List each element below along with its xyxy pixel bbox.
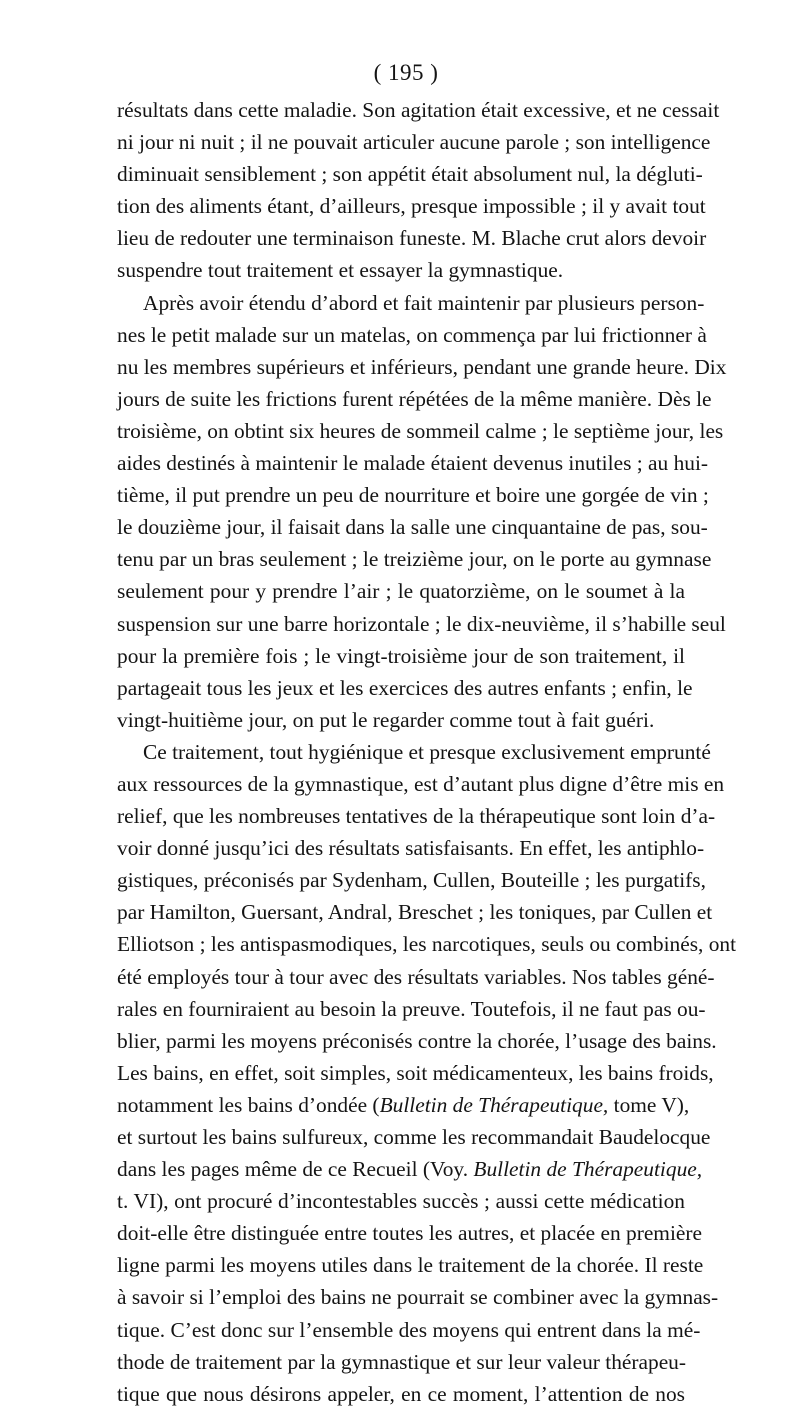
text-line: nes le petit malade sur un matelas, on commença par lui frictionner à: [117, 322, 707, 347]
text-line: Les bains, en effet, soit simples, soit médicamenteux, les bains froids,: [117, 1060, 714, 1085]
text-line: tique que nous désirons appeler, en ce moment, l’attention de nos: [117, 1381, 685, 1406]
text-fragment: tome V),: [608, 1092, 690, 1117]
journal-title-italic: Bulletin de Thérapeutique,: [379, 1092, 609, 1117]
text-line: Après avoir étendu d’abord et fait maintenir par plusieurs person-: [143, 290, 705, 315]
text-line: tique. C’est donc sur l’ensemble des moyens qui entrent dans la mé-: [117, 1317, 701, 1342]
text-line: nu les membres supérieurs et inférieurs, pendant une grande heure. Dix: [117, 354, 727, 379]
text-line: tième, il put prendre un peu de nourriture et boire une gorgée de vin ;: [117, 483, 709, 508]
text-line: le douzième jour, il faisait dans la salle une cinquantaine de pas, sou-: [117, 515, 708, 540]
text-fragment: et surtout les bains sulfureux, comme les recommandait Baudelocque: [117, 1125, 711, 1149]
text-line: à savoir si l’emploi des bains ne pourrait se combiner avec la gymnas-: [117, 1285, 719, 1310]
text-line: gistiques, préconisés par Sydenham, Cullen, Bouteille ; les purgatifs,: [117, 868, 706, 893]
text-fragment: dans les pages même de ce Recueil (Voy.: [117, 1157, 474, 1182]
text-line: été employés tour à tour avec des résultats variables. Nos tables géné-: [117, 964, 715, 989]
text-line: tion des aliments étant, d’ailleurs, presque impossible ; il y avait tout: [117, 194, 706, 219]
text-line: Ce traitement, tout hygiénique et presque exclusivement emprunté: [143, 739, 711, 764]
text-line: diminuait sensiblement ; son appétit était absolument nul, la dégluti-: [117, 162, 703, 187]
text-line: ni jour ni nuit ; il ne pouvait articuler aucune parole ; son intelligence: [117, 130, 711, 155]
text-line: seulement pour y prendre l’air ; le quatorzième, on le soumet à la: [117, 579, 685, 604]
text-line: partageait tous les jeux et les exercices des autres enfants ; enfin, le: [117, 675, 693, 700]
text-line: [117, 1089, 690, 1121]
text-line: voir donné jusqu’ici des résultats satisfaisants. En effet, les antiphlo-: [117, 836, 705, 861]
journal-title-italic: Bulletin de Thérapeutique,: [473, 1157, 703, 1182]
text-line: blier, parmi les moyens préconisés contre la chorée, l’usage des bains.: [117, 1028, 717, 1053]
text-line: par Hamilton, Guersant, Andral, Breschet ; les toniques, par Cullen et: [117, 900, 713, 925]
text-line: ligne parmi les moyens utiles dans le traitement de la chorée. Il reste: [117, 1253, 704, 1278]
text-fragment: notamment les bains d’ondée (: [117, 1092, 380, 1117]
text-line: résultats dans cette maladie. Son agitation était excessive, et ne cessait: [117, 98, 720, 122]
text-line: t. VI), ont procuré d’incontestables succès ; aussi cette médication: [117, 1189, 685, 1214]
text-line: rales en fourniraient au besoin la preuve. Toutefois, il ne faut pas ou-: [117, 996, 706, 1021]
text-line: aides destinés à maintenir le malade étaient devenus inutiles ; au hui-: [117, 451, 709, 476]
book-page: [117, 56, 737, 1410]
text-line: lieu de redouter une terminaison funeste. M. Blache crut alors devoir: [117, 226, 707, 251]
text-line: aux ressources de la gymnastique, est d’autant plus digne d’être mis en: [117, 771, 725, 796]
text-line: suspension sur une barre horizontale ; le dix-neuvième, il s’habille seul: [117, 611, 726, 636]
paragraph-2: [117, 287, 727, 736]
paragraph-1: [117, 94, 720, 287]
text-line: jours de suite les frictions furent répétées de la même manière. Dès le: [117, 386, 712, 411]
text-line: pour la première fois ; le vingt-troisième jour de son traitement, il: [117, 643, 685, 668]
text-line: suspendre tout traitement et essayer la gymnastique.: [117, 258, 564, 283]
text-line: vingt-huitième jour, on put le regarder comme tout à fait guéri.: [117, 707, 655, 732]
text-line: tenu par un bras seulement ; le treizième jour, on le porte au gymnase: [117, 547, 712, 572]
page-number: ( 195 ): [373, 60, 439, 85]
text-line: [117, 1121, 711, 1153]
paragraph-3: [117, 736, 737, 1410]
text-line: thode de traitement par la gymnastique et sur leur valeur thérapeu-: [117, 1349, 687, 1374]
text-line: doit-elle être distinguée entre toutes les autres, et placée en première: [117, 1221, 703, 1246]
text-line: troisième, on obtint six heures de sommeil calme ; le septième jour, les: [117, 418, 724, 443]
text-line: [117, 1153, 703, 1185]
text-line: Elliotson ; les antispasmodiques, les narcotiques, seuls ou combinés, ont: [117, 932, 737, 957]
text-line: relief, que les nombreuses tentatives de la thérapeutique sont loin d’a-: [117, 804, 716, 829]
